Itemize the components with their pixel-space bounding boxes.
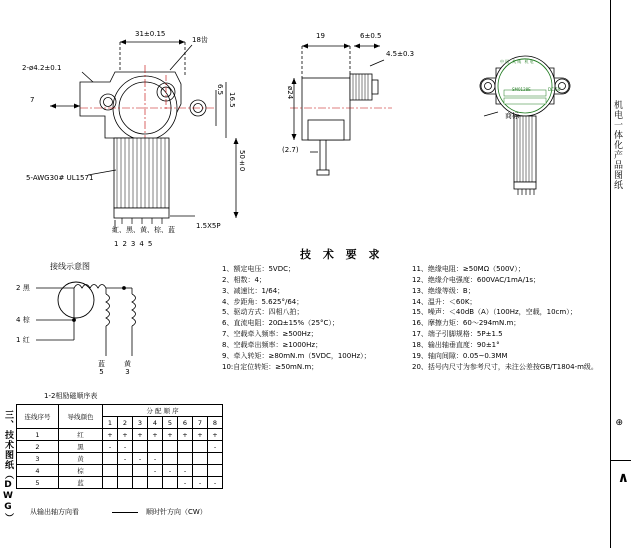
cell-step [193, 453, 208, 465]
req-item: 3、减速比：1/64； [222, 286, 285, 295]
label-tag-line-2: DC 5V [548, 87, 561, 92]
cell-step: - [193, 477, 208, 489]
cell-step: - [178, 477, 193, 489]
cell-step [118, 477, 133, 489]
dim-50: 50±0 [238, 150, 247, 172]
header-step: 8 [208, 417, 223, 429]
cell-step: + [193, 429, 208, 441]
table-row [17, 441, 223, 453]
cell-step: - [118, 453, 133, 465]
sidebar-left-label-wrap [2, 410, 16, 540]
req-item: 16、摩擦力矩：60～294mN.m； [412, 319, 521, 328]
dim-6-5: 6.5 [216, 84, 225, 96]
dim-pin-numbers: 12345 [114, 240, 157, 248]
header-seq: 连线序号 [17, 405, 59, 429]
excitation-table-wrap [16, 404, 223, 489]
cell-step: - [163, 465, 178, 477]
front-view-drawing [280, 20, 440, 230]
table-footer-divider [112, 512, 138, 513]
req-item: 4、步距角：5.625°/64； [222, 297, 304, 306]
label-tag-line-0: 中国 兆威 机电 [500, 59, 535, 64]
req-item: 14、温升：＜60K； [412, 297, 477, 306]
header-group: 分 配 顺 序 [103, 405, 223, 417]
cell-step: - [208, 441, 223, 453]
dim-6: 6±0.5 [360, 32, 382, 40]
cell-step [118, 465, 133, 477]
req-item: 7、空载牵入频率：≥500Hz； [222, 330, 318, 339]
dim-4-5: 4.5±0.3 [386, 50, 415, 58]
header-step: 4 [148, 417, 163, 429]
cell-step [148, 477, 163, 489]
wire-pin-5-label: 蓝 5 [98, 360, 105, 377]
requirements-column-2 [412, 264, 622, 372]
cell-step: + [148, 429, 163, 441]
cell-step [133, 477, 148, 489]
req-item: 10:自定位转矩：≥50mN.m； [222, 362, 319, 371]
sidebar-left-label: 三、技术图纸（DWG） [3, 410, 13, 523]
req-item: 9、牵入转矩：≥80mN.m（5VDC，100Hz）； [222, 351, 371, 360]
cell-seq: 1 [17, 429, 59, 441]
header-step: 7 [193, 417, 208, 429]
cell-color: 蓝 [59, 477, 103, 489]
cell-step [208, 465, 223, 477]
dim-wire-spec: 5-AWG30# UL1571 [26, 174, 94, 182]
table-row [17, 465, 223, 477]
requirements-title: 技 术 要 求 [300, 248, 384, 261]
table-row [17, 453, 223, 465]
dim-pitch: 1.5X5P [196, 222, 221, 230]
cell-step: + [133, 429, 148, 441]
req-item: 13、绝缘等级：B； [412, 286, 475, 295]
req-item: 2、相数：4； [222, 275, 266, 284]
right-view-drawing [470, 50, 600, 230]
wiring-title: 接线示意图 [50, 262, 90, 271]
dim-19: 19 [316, 32, 325, 40]
req-item: 12、绝缘介电强度：600VAC/1mA/1s； [412, 275, 541, 284]
cell-color: 黑 [59, 441, 103, 453]
req-item: 18、输出轴垂直度：90±1° [412, 340, 500, 349]
sidebar-right-label: 机电一体化产品图纸 [612, 100, 622, 190]
cell-color: 红 [59, 429, 103, 441]
dim-wire-colors: 红、黑、黄、棕、蓝 [112, 226, 175, 234]
cell-step: - [178, 465, 193, 477]
cell-seq: 4 [17, 465, 59, 477]
cell-step: - [208, 477, 223, 489]
dim-18-teeth: 18齿 [192, 36, 208, 44]
header-step: 2 [118, 417, 133, 429]
cell-step [133, 441, 148, 453]
cell-seq: 5 [17, 477, 59, 489]
requirements-column-1 [222, 264, 402, 372]
req-item: 17、端子引脚规格：5P±1.5 [412, 330, 503, 339]
dim-7: 7 [30, 96, 35, 104]
cell-step [178, 441, 193, 453]
dim-mount-holes: 2-ø4.2±0.1 [22, 64, 62, 72]
cell-step [133, 465, 148, 477]
table-header-row [17, 405, 223, 417]
cell-step: + [208, 429, 223, 441]
header-color: 导线颜色 [59, 405, 103, 429]
req-item: 5、驱动方式：四相八拍； [222, 308, 304, 317]
cell-step: + [118, 429, 133, 441]
header-step: 3 [133, 417, 148, 429]
wiring-caption: 1-2相励磁顺序表 [44, 392, 98, 400]
wire-pin-3-label: 黄 3 [124, 360, 131, 377]
header-step: 1 [103, 417, 118, 429]
label-tag-line-1: SM0128E [512, 87, 531, 92]
cell-step: + [163, 429, 178, 441]
cell-step [163, 453, 178, 465]
excitation-table [16, 404, 223, 489]
cell-seq: 3 [17, 453, 59, 465]
wire-pin-1-label: 1 红 [16, 336, 30, 344]
dim-31: 31±0.15 [135, 30, 166, 38]
header-step: 5 [163, 417, 178, 429]
frame-right-tick [611, 460, 631, 461]
dim-16-5: 16.5 [228, 92, 237, 108]
cell-step [193, 441, 208, 453]
cell-step: + [178, 429, 193, 441]
cell-step: - [133, 453, 148, 465]
cell-step [163, 441, 178, 453]
sidebar-right-mark: ⊕ [615, 418, 623, 428]
req-item: 15、噪声：＜40dB（A）（100Hz，空载，10cm）； [412, 308, 577, 317]
left-view-drawing [20, 20, 260, 240]
req-item: 1、额定电压：5VDC； [222, 265, 295, 273]
cell-step [103, 465, 118, 477]
req-item: 8、空载牵出频率：≥1000Hz； [222, 340, 323, 349]
cell-step: - [103, 441, 118, 453]
cell-step [208, 453, 223, 465]
req-item: 20、括号内尺寸为参考尺寸，未注公差按GB/T1804-m级。 [412, 362, 598, 371]
dim-d24: ø24 [286, 86, 295, 100]
table-footer-left: 从输出轴方向看 [30, 508, 79, 516]
cell-step: - [148, 453, 163, 465]
cell-color: 棕 [59, 465, 103, 477]
cell-seq: 2 [17, 441, 59, 453]
cell-step [103, 453, 118, 465]
frame-logo-mark: ∧ [617, 470, 629, 486]
cell-step: - [118, 441, 133, 453]
wire-pin-4-label: 4 棕 [16, 316, 30, 324]
wire-pin-2-label: 2 黑 [16, 284, 30, 292]
cell-step: - [148, 465, 163, 477]
dim-2-7: (2.7) [282, 146, 299, 154]
cell-step: + [103, 429, 118, 441]
table-row [17, 429, 223, 441]
req-item: 19、轴向间隙：0.05~0.3MM [412, 351, 508, 360]
table-row [17, 477, 223, 489]
req-item: 11、绝缘电阻：≥50MΩ（500V）； [412, 265, 525, 273]
trademark-callout: 商标 [505, 112, 519, 120]
req-item: 6、直流电阻：20Ω±15%（25°C）； [222, 319, 339, 328]
cell-step [163, 477, 178, 489]
cell-step [103, 477, 118, 489]
header-step: 6 [178, 417, 193, 429]
cell-step [193, 465, 208, 477]
table-footer-right: 顺时针方向（CW） [146, 508, 207, 516]
cell-color: 黄 [59, 453, 103, 465]
cell-step [148, 441, 163, 453]
cell-step [178, 453, 193, 465]
